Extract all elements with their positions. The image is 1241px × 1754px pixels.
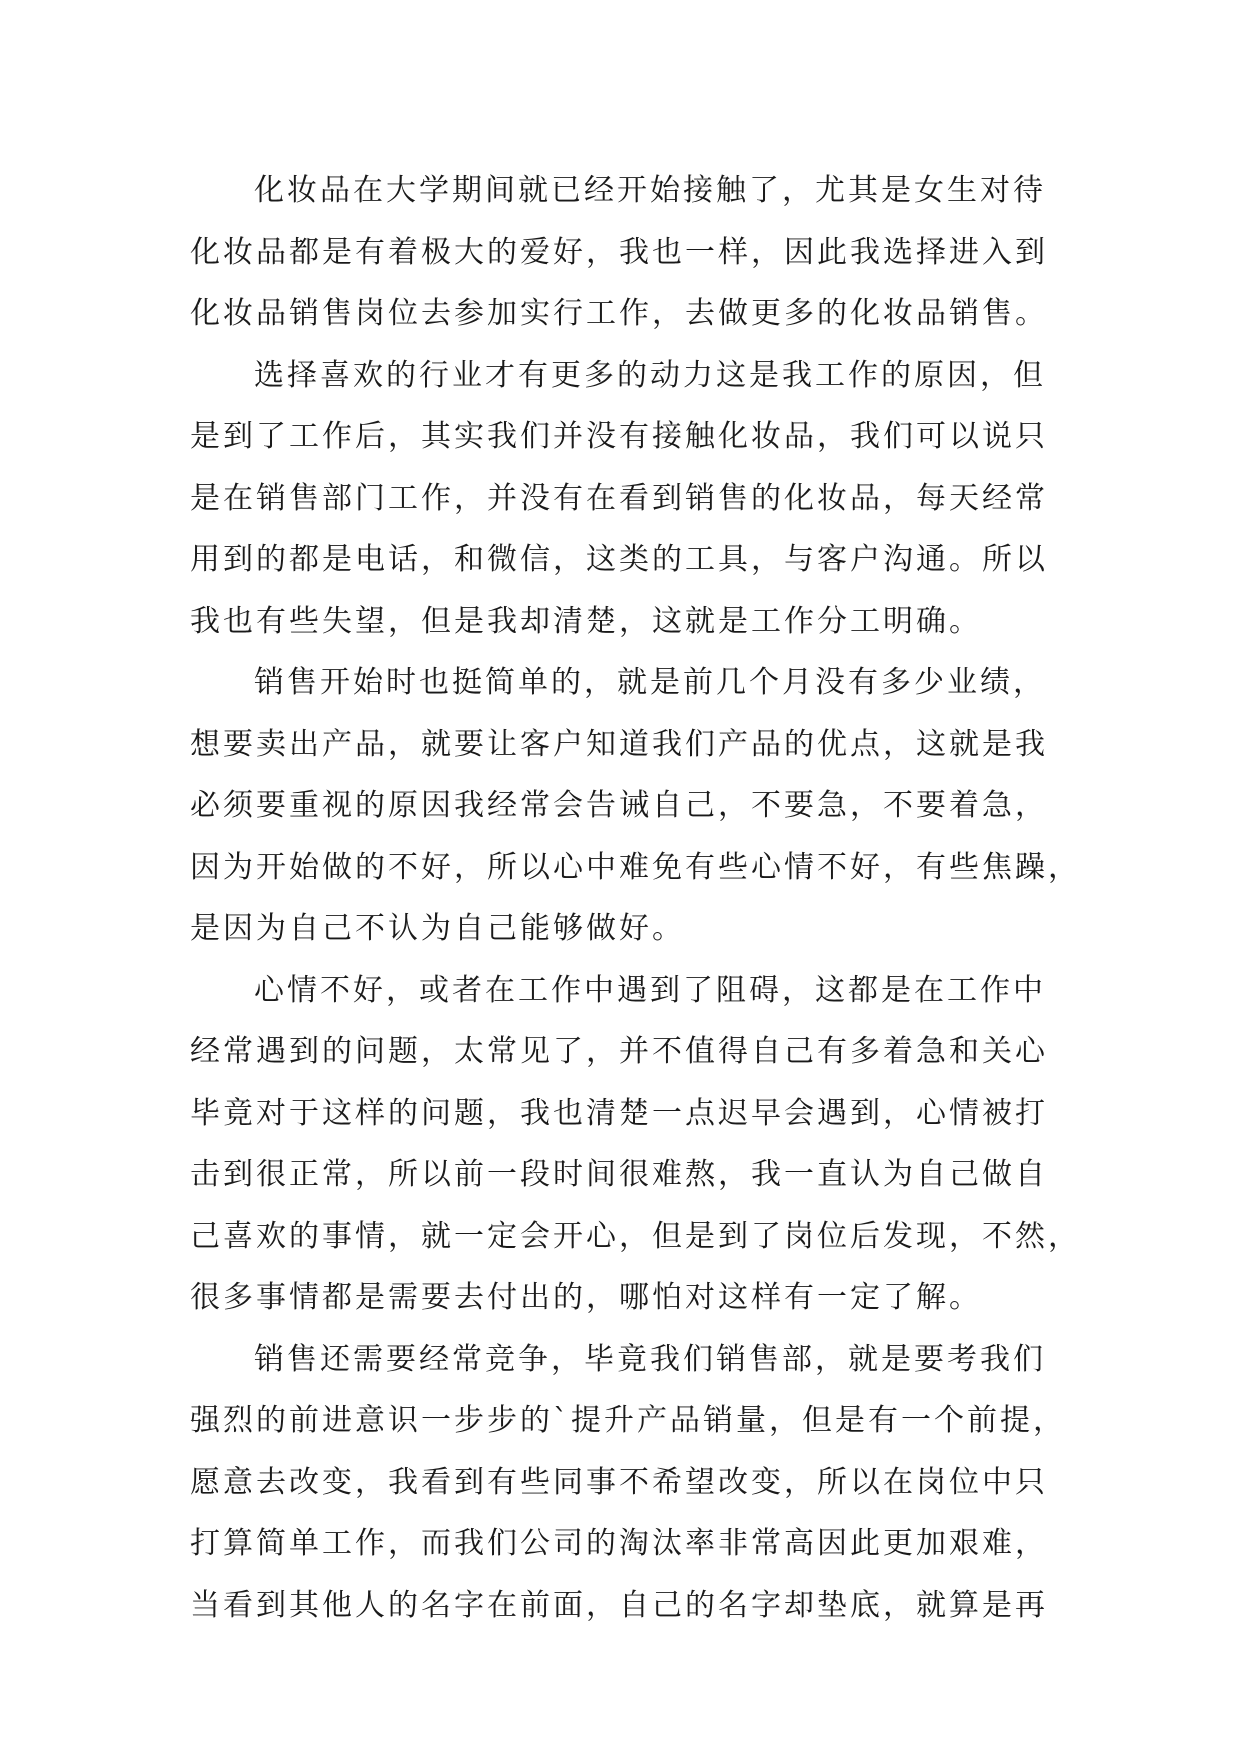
text-line: 化妆品在大学期间就已经开始接触了，尤其是女生对待 [254, 173, 1046, 208]
text-line: 愿意去改变，我看到有些同事不希望改变，所以在岗位中只 [190, 1464, 1048, 1500]
text-line: 强烈的前进意识一步步的`提升产品销量，但是有一个前提， [190, 1403, 1066, 1438]
text-line: 打算简单工作，而我们公司的淘汰率非常高因此更加艰难， [190, 1526, 1048, 1561]
text-line: 是到了工作后，其实我们并没有接触化妆品，我们可以说只 [190, 419, 1048, 454]
text-line: 用到的都是电话，和微信，这类的工具，与客户沟通。所以 [190, 542, 1048, 577]
text-line: 己喜欢的事情，就一定会开心，但是到了岗位后发现，不然， [190, 1218, 1081, 1254]
text-line: 化妆品都是有着极大的爱好，我也一样，因此我选择进入到 [190, 234, 1048, 270]
text-line: 是在销售部门工作，并没有在看到销售的化妆品，每天经常 [190, 480, 1048, 516]
text-line: 经常遇到的问题，太常见了，并不值得自己有多着急和关心 [190, 1034, 1048, 1069]
text-line: 想要卖出产品，就要让客户知道我们产品的优点，这就是我 [190, 726, 1048, 762]
text-line: 销售开始时也挺简单的，就是前几个月没有多少业绩， [254, 665, 1046, 700]
text-line: 销售还需要经常竞争，毕竟我们销售部，就是要考我们 [254, 1341, 1046, 1377]
body-text [190, 160, 1081, 1636]
text-line: 心情不好，或者在工作中遇到了阻碍，这都是在工作中 [254, 972, 1046, 1008]
text-line: 毕竟对于这样的问题，我也清楚一点迟早会遇到，心情被打 [190, 1095, 1048, 1131]
text-line: 我也有些失望，但是我却清楚，这就是工作分工明确。 [190, 603, 982, 639]
text-line: 化妆品销售岗位去参加实行工作，去做更多的化妆品销售。 [190, 296, 1048, 331]
text-line: 必须要重视的原因我经常会告诫自己，不要急，不要着急， [190, 788, 1048, 823]
text-line: 是因为自己不认为自己能够做好。 [190, 911, 685, 946]
text-line: 击到很正常，所以前一段时间很难熬，我一直认为自己做自 [190, 1157, 1048, 1192]
text-line: 当看到其他人的名字在前面，自己的名字却垫底，就算是再 [190, 1587, 1048, 1623]
text-line: 选择喜欢的行业才有更多的动力这是我工作的原因，但 [254, 357, 1046, 393]
text-line: 很多事情都是需要去付出的，哪怕对这样有一定了解。 [190, 1280, 982, 1315]
text-line: 因为开始做的不好，所以心中难免有些心情不好，有些焦躁， [190, 849, 1081, 885]
